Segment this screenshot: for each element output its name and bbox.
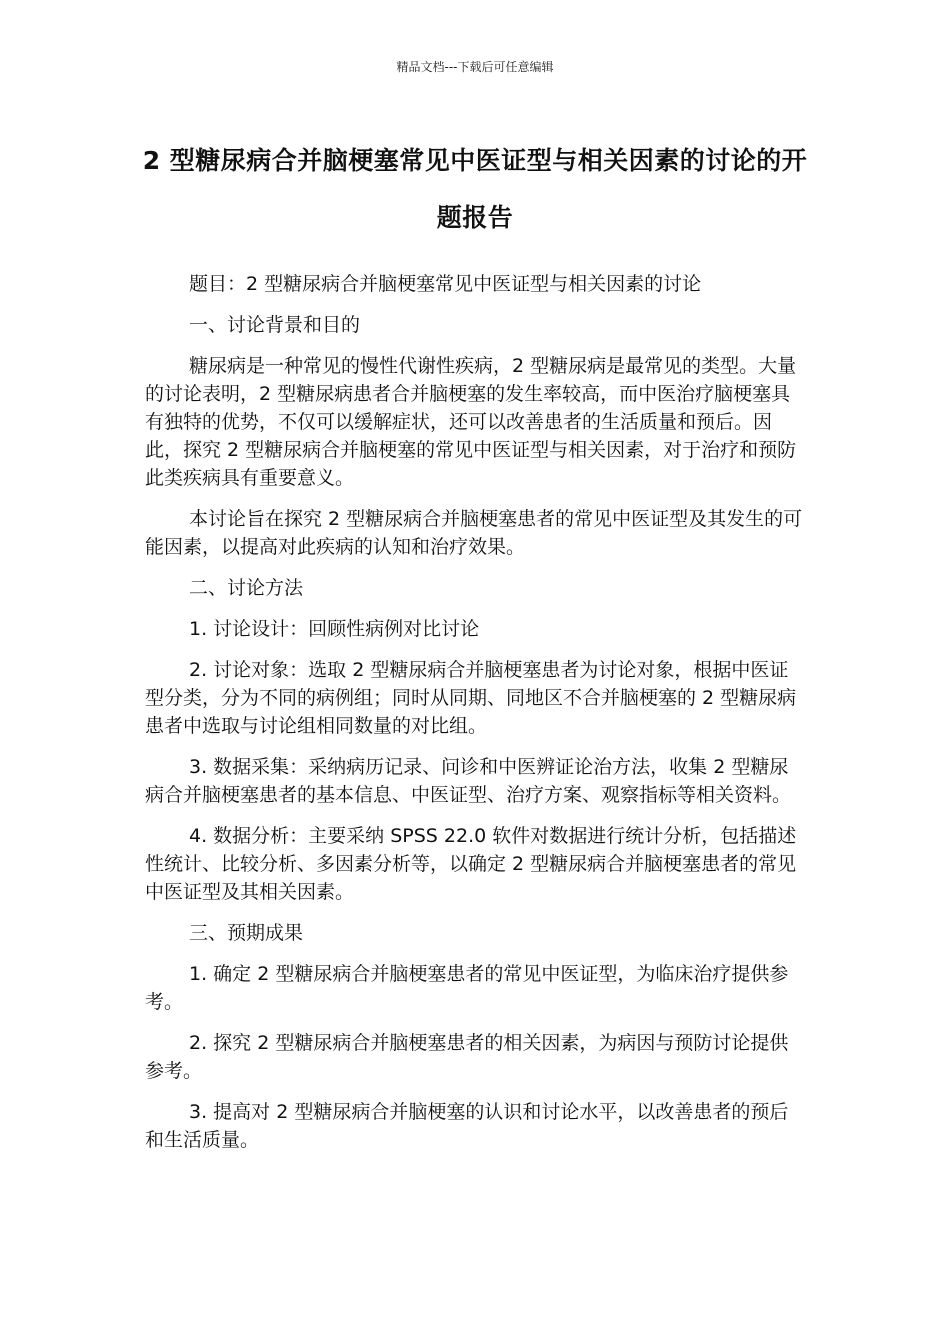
page-header-note: 精品文档---下载后可任意编辑 bbox=[396, 60, 554, 74]
method-item-subjects: 2. 讨论对象：选取 2 型糖尿病合并脑梗塞患者为讨论对象，根据中医证型分类，分为不同的病例组；同时从同期、同地区不合并脑梗塞的 2 型糖尿病患者中选取与讨论组相同数量的对比组。 bbox=[145, 659, 797, 737]
purpose-paragraph: 本讨论旨在探究 2 型糖尿病合并脑梗塞患者的常见中医证型及其发生的可能因素，以提高对此疾病的认知和治疗效果。 bbox=[145, 508, 803, 558]
method-item-design: 1. 讨论设计：回顾性病例对比讨论 bbox=[189, 618, 480, 640]
section-heading-outcomes: 三、预期成果 bbox=[189, 922, 304, 944]
section-heading-methods: 二、讨论方法 bbox=[189, 577, 304, 599]
method-item-data-collection: 3. 数据采集：采纳病历记录、问诊和中医辨证论治方法，收集 2 型糖尿病合并脑梗塞患者的基本信息、中医证型、治疗方案、观察指标等相关资料。 bbox=[145, 756, 792, 806]
outcome-item-3: 3. 提高对 2 型糖尿病合并脑梗塞的认识和讨论水平，以改善患者的预后和生活质量。 bbox=[145, 1101, 789, 1151]
method-item-data-analysis: 4. 数据分析：主要采纳 SPSS 22.0 软件对数据进行统计分析，包括描述性统计、比较分析、多因素分析等，以确定 2 型糖尿病合并脑梗塞患者的常见中医证型及其相关因素。 bbox=[145, 825, 797, 903]
outcome-item-2: 2. 探究 2 型糖尿病合并脑梗塞患者的相关因素，为病因与预防讨论提供参考。 bbox=[145, 1032, 789, 1082]
topic-line: 题目：2 型糖尿病合并脑梗塞常见中医证型与相关因素的讨论 bbox=[189, 273, 702, 295]
section-heading-background: 一、讨论背景和目的 bbox=[189, 314, 361, 336]
background-paragraph: 糖尿病是一种常见的慢性代谢性疾病，2 型糖尿病是最常见的类型。大量的讨论表明，2 型糖尿病患者合并脑梗塞的发生率较高，而中医治疗脑梗塞具有独特的优势，不仅可以缓解症状，还可以改善患者的生活质量和预后。因此，探究 2 型糖尿病合并脑梗塞的常见中医证型与相关因素，对于治疗和预防此类疾病具有重要意义。 bbox=[145, 355, 797, 489]
outcome-item-1: 1. 确定 2 型糖尿病合并脑梗塞患者的常见中医证型，为临床治疗提供参考。 bbox=[145, 963, 789, 1013]
document-title: 2 型糖尿病合并脑梗塞常见中医证型与相关因素的讨论的开题报告 bbox=[142, 146, 808, 232]
document-body bbox=[145, 270, 807, 1167]
